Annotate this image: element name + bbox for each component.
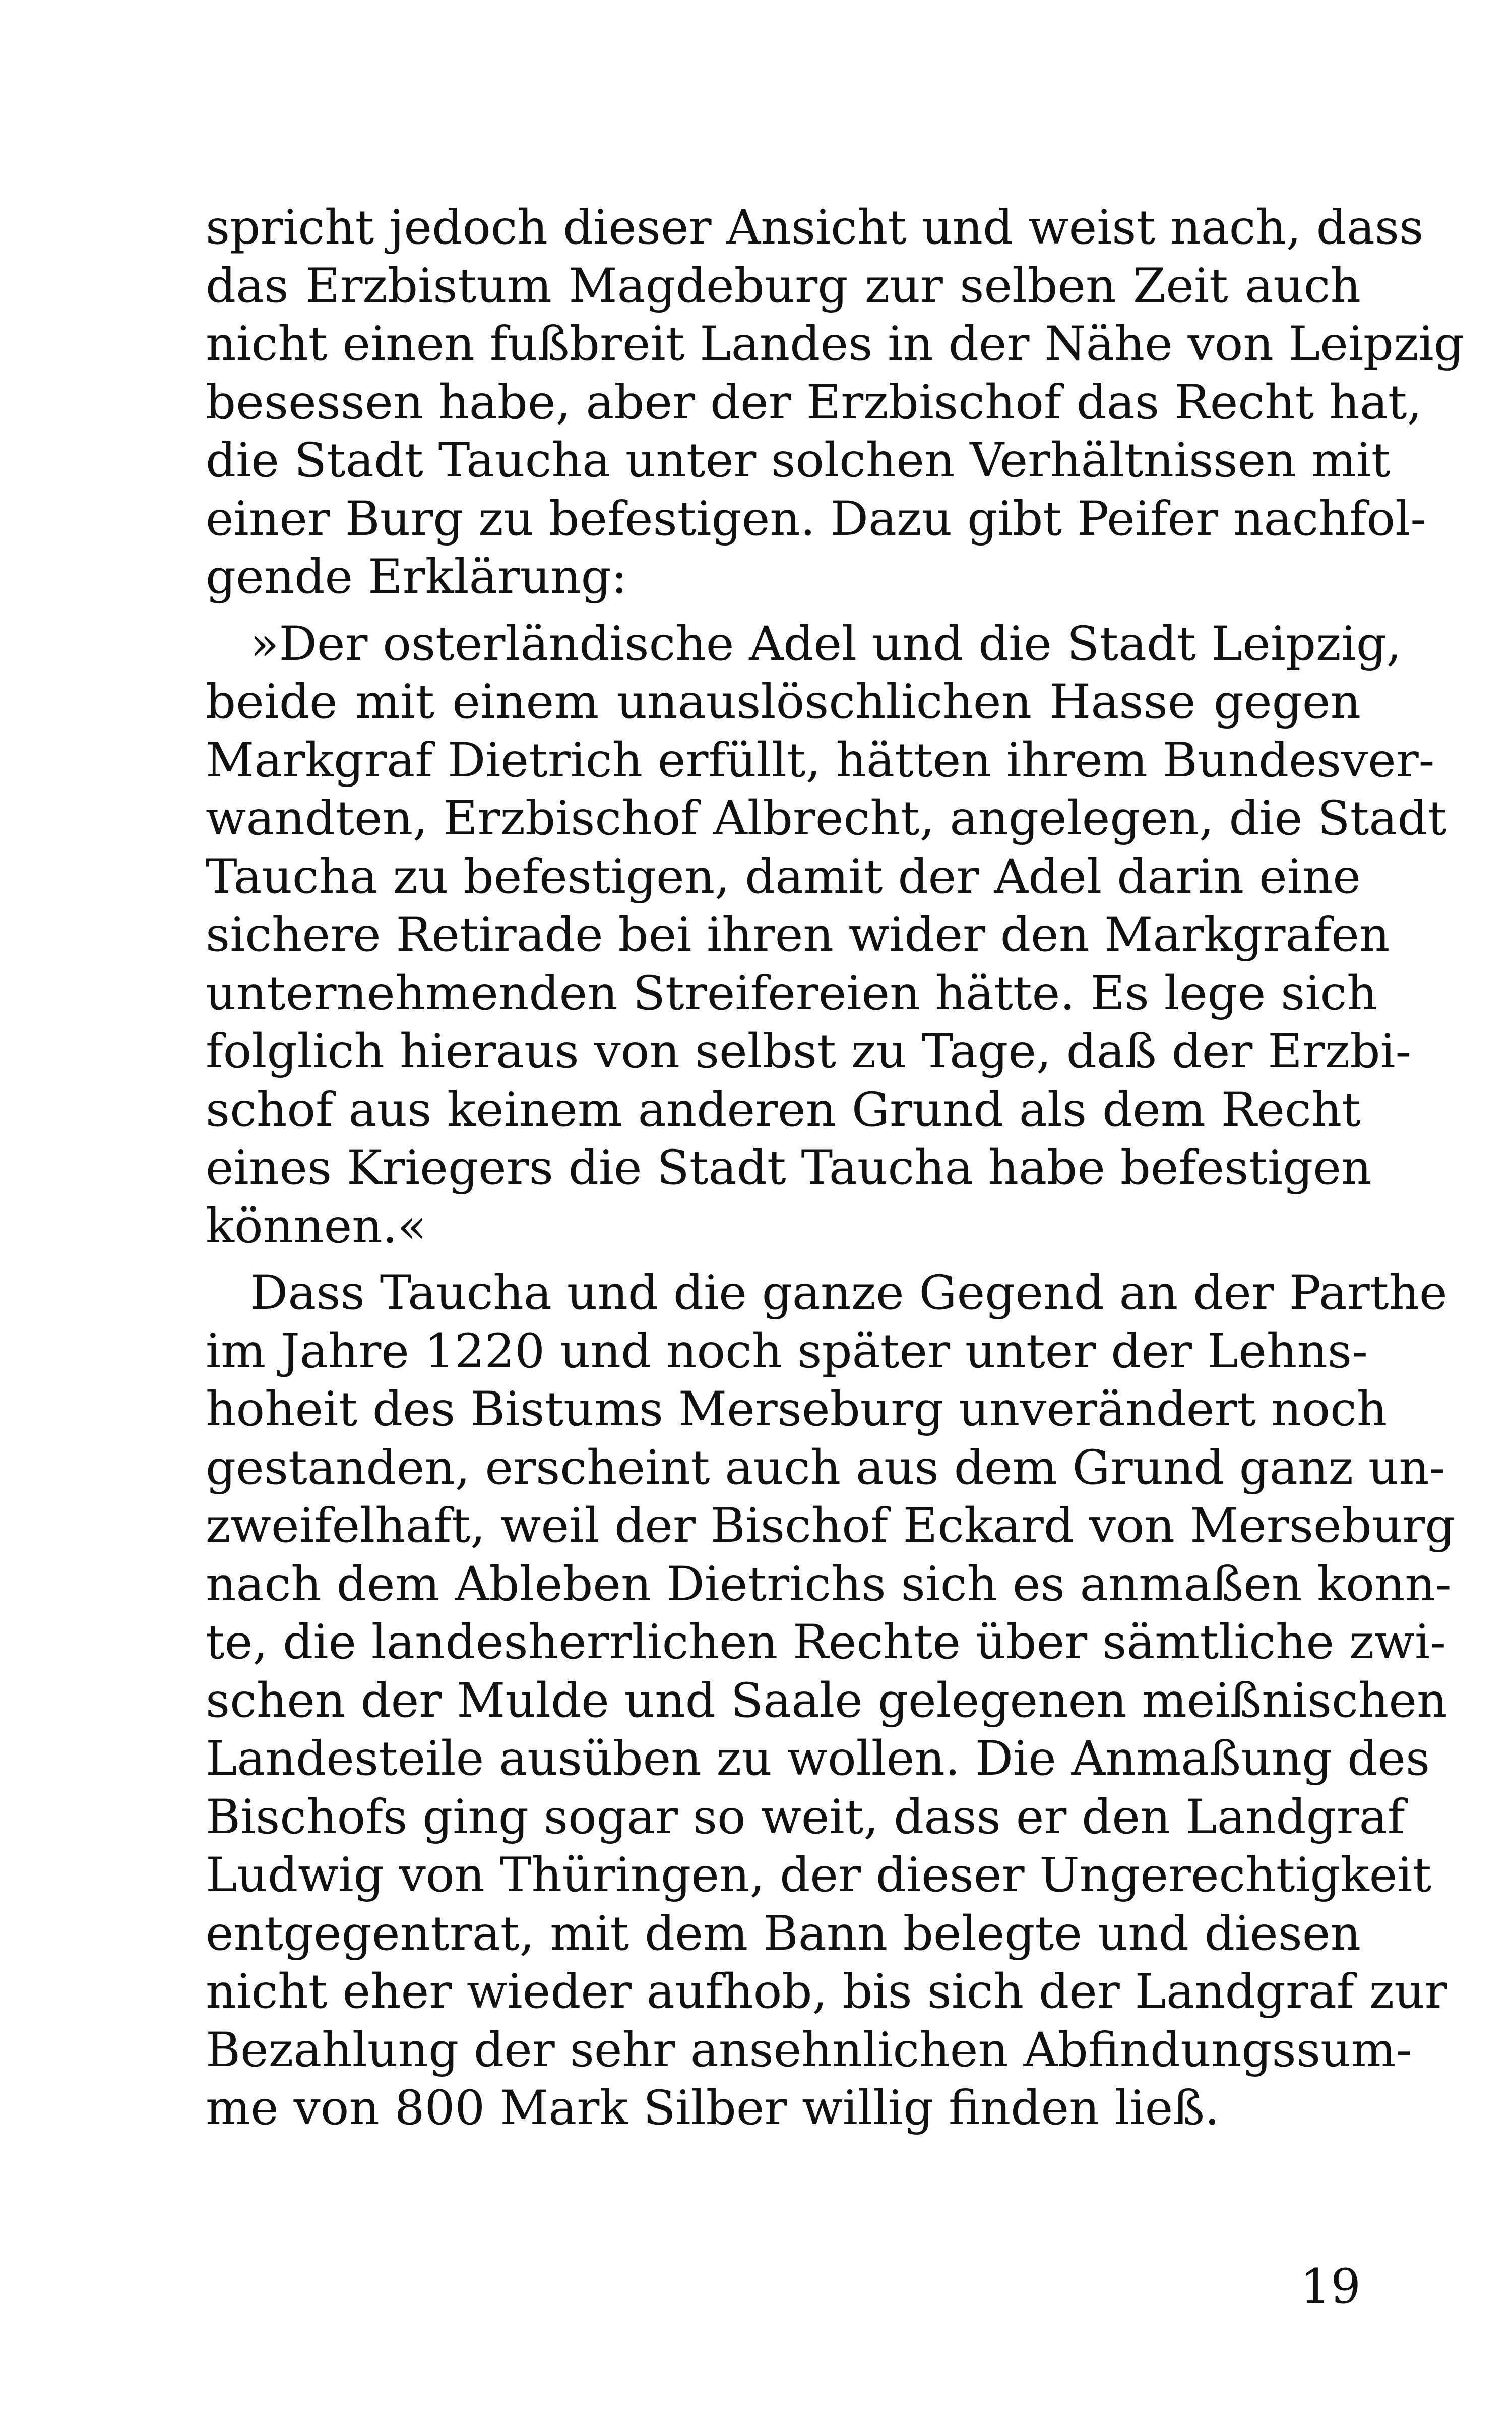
text-line: gende Erklärung:: [206, 550, 627, 604]
text-line: die Stadt Taucha unter solchen Verhältnissen mit: [206, 433, 1391, 488]
text-line: besessen habe, aber der Erzbischof das Recht hat,: [206, 375, 1422, 430]
text-line: hoheit des Bistums Merseburg unverändert noch: [206, 1382, 1388, 1437]
text-line: das Erzbistum Magdeburg zur selben Zeit auch: [206, 258, 1361, 314]
text-line: folglich hieraus von selbst zu Tage, daß der Erzbi-: [206, 1024, 1412, 1079]
text-line: können.«: [206, 1198, 427, 1254]
text-line: te, die landesherrlichen Rechte über sämtliche zwi-: [206, 1615, 1446, 1670]
text-line: sichere Retirade bei ihren wider den Markgrafen: [206, 908, 1390, 962]
text-line: »Der osterländische Adel und die Stadt Leipzig,: [250, 616, 1402, 672]
text-line: spricht jedoch dieser Ansicht und weist nach, dass: [206, 200, 1424, 255]
text-line: Taucha zu befestigen, damit der Adel darin eine: [206, 849, 1361, 904]
text-line: unternehmenden Streifereien hätte. Es lege sich: [206, 965, 1377, 1021]
text-line: nicht einen fußbreit Landes in der Nähe von Leipzig: [206, 317, 1464, 372]
text-line: gestanden, erscheint auch aus dem Grund ganz un-: [206, 1440, 1445, 1495]
text-line: nicht eher wieder aufhob, bis sich der Landgraf zur: [206, 1964, 1447, 2019]
text-line: schof aus keinem anderen Grund als dem Recht: [206, 1082, 1361, 1137]
text-line: Landesteile ausüben zu wollen. Die Anmaßung des: [206, 1731, 1430, 1786]
text-line: wandten, Erzbischof Albrecht, angelegen, die Stadt: [206, 791, 1447, 846]
text-line: nach dem Ableben Dietrichs sich es anmaßen konn-: [206, 1556, 1452, 1612]
text-line: Bezahlung der sehr ansehnlichen Abfindungssum-: [206, 2022, 1412, 2078]
text-line: im Jahre 1220 und noch später unter der Lehns-: [206, 1323, 1368, 1379]
paragraph-1: [206, 199, 1464, 607]
text-line: eines Kriegers die Stadt Taucha habe befestigen: [206, 1140, 1372, 1195]
page-number: 19: [1300, 2259, 1361, 2314]
text-line: beide mit einem unauslöschlichen Hasse gegen: [206, 675, 1361, 730]
text-line: entgegentrat, mit dem Bann belegte und diesen: [206, 1906, 1361, 1961]
text-line: schen der Mulde und Saale gelegenen meißnischen: [206, 1673, 1447, 1728]
body-text: [206, 199, 1464, 2138]
paragraph-2-quote: [206, 615, 1447, 1256]
text-line: Ludwig von Thüringen, der dieser Ungerechtigkeit: [206, 1848, 1432, 1903]
paragraph-3: [206, 1264, 1456, 2138]
text-line: zweifelhaft, weil der Bischof Eckard von Merseburg: [206, 1498, 1456, 1553]
text-line: Dass Taucha und die ganze Gegend an der Parthe: [250, 1265, 1447, 1320]
text-line: me von 800 Mark Silber willig finden ließ.: [206, 2081, 1220, 2136]
text-line: Markgraf Dietrich erfüllt, hätten ihrem Bundesver-: [206, 733, 1435, 788]
text-line: einer Burg zu befestigen. Dazu gibt Peifer nachfol-: [206, 491, 1426, 547]
text-line: Bischofs ging sogar so weit, dass er den Landgraf: [206, 1789, 1405, 1845]
